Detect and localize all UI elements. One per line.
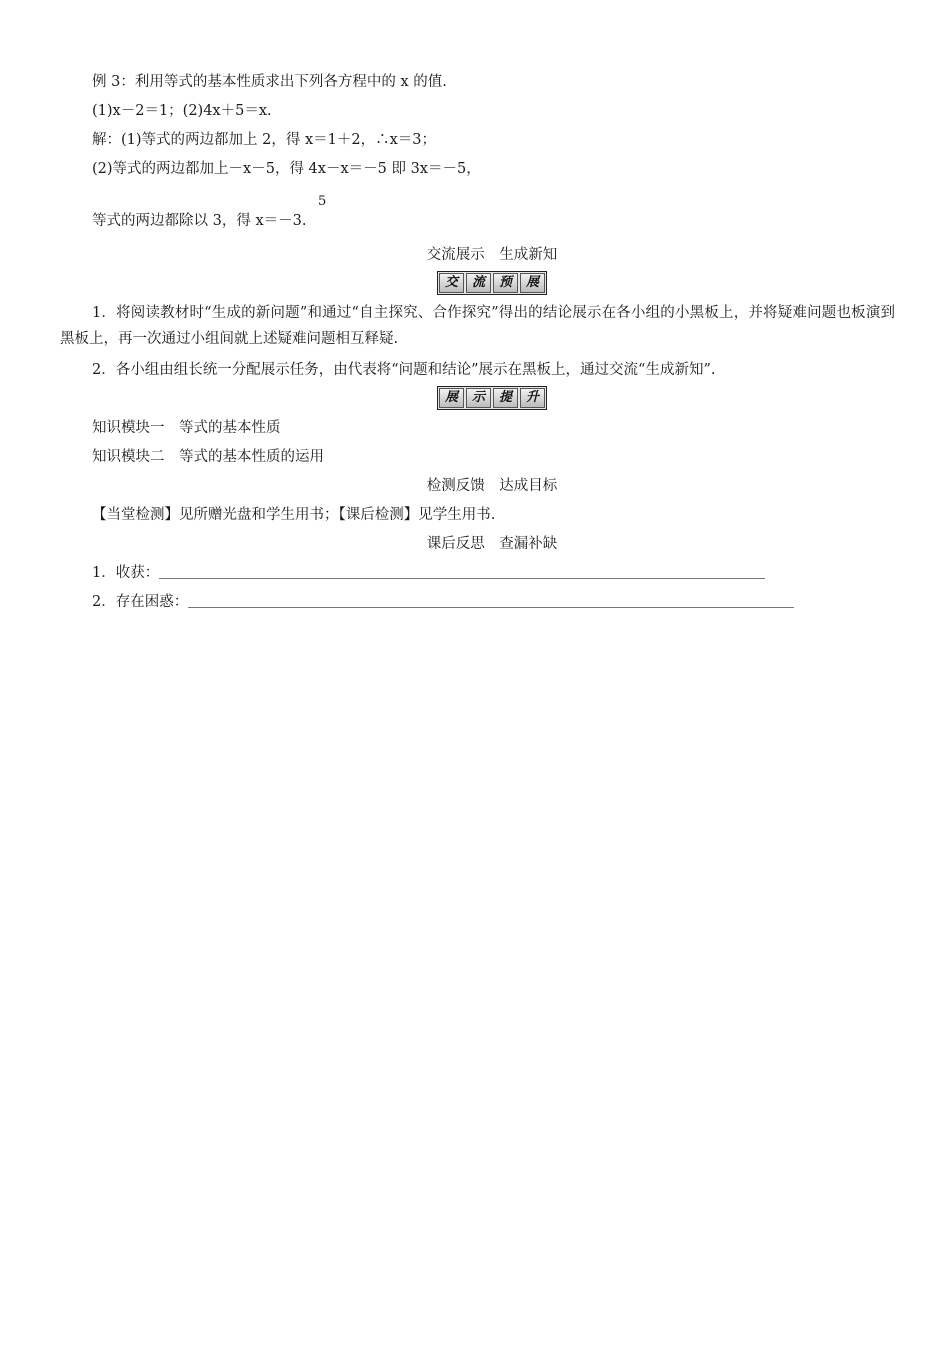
exchange-item-1: 1．将阅读教材时“生成的新问题”和通过“自主探究、合作探究”得出的结论展示在各小组的小黑板上，并将疑难问题也板演到黑板上，再一次通过小组间就上述疑难问题相互释疑. [60, 305, 895, 347]
banner-char: 展 [520, 273, 545, 293]
banner-show-improve [0, 386, 950, 410]
exchange-item-2: 2．各小组由组长统一分配展示任务，由代表将“问题和结论”展示在黑板上，通过交流“生成新知”. [92, 362, 716, 378]
example-title: 例 3：利用等式的基本性质求出下列各方程中的 x 的值. [92, 74, 447, 90]
reflect-item-confusion [92, 592, 794, 612]
solution-line-3: 等式的两边都除以 3，得 x＝－3. [92, 213, 307, 229]
knowledge-module-1: 知识模块一 等式的基本性质 [92, 420, 281, 436]
example-problems: (1)x－2＝1；(2)4x＋5＝x. [92, 103, 272, 119]
test-text: 【当堂检测】见所赠光盘和学生用书；【课后检测】见学生用书. [92, 507, 496, 523]
banner-char: 升 [520, 388, 545, 408]
banner-char: 展 [439, 388, 464, 408]
solution-line-2: (2)等式的两边都加上－x－5，得 4x－x＝－5 即 3x＝－5， [92, 161, 481, 177]
banner-char: 示 [466, 388, 491, 408]
fraction-numerator: 5 [318, 194, 327, 209]
confusion-answer-line[interactable] [188, 593, 794, 608]
knowledge-module-2: 知识模块二 等式的基本性质的运用 [92, 449, 324, 465]
confusion-label: 2．存在困惑： [92, 594, 189, 610]
reflect-item-gains [92, 563, 765, 583]
section-heading-reflect: 课后反思 查漏补缺 [426, 536, 558, 552]
section-heading-test: 检测反馈 达成目标 [426, 478, 558, 494]
solution-line-1: 解：(1)等式的两边都加上 2，得 x＝1＋2，∴x＝3； [92, 132, 437, 148]
gains-label: 1．收获： [92, 565, 160, 581]
banner-char: 提 [493, 388, 518, 408]
banner-char: 预 [493, 273, 518, 293]
section-heading-exchange: 交流展示 生成新知 [426, 247, 558, 263]
gains-answer-line[interactable] [159, 564, 765, 579]
banner-exchange-preview [0, 271, 950, 295]
banner-char: 交 [439, 273, 464, 293]
banner-char: 流 [466, 273, 491, 293]
